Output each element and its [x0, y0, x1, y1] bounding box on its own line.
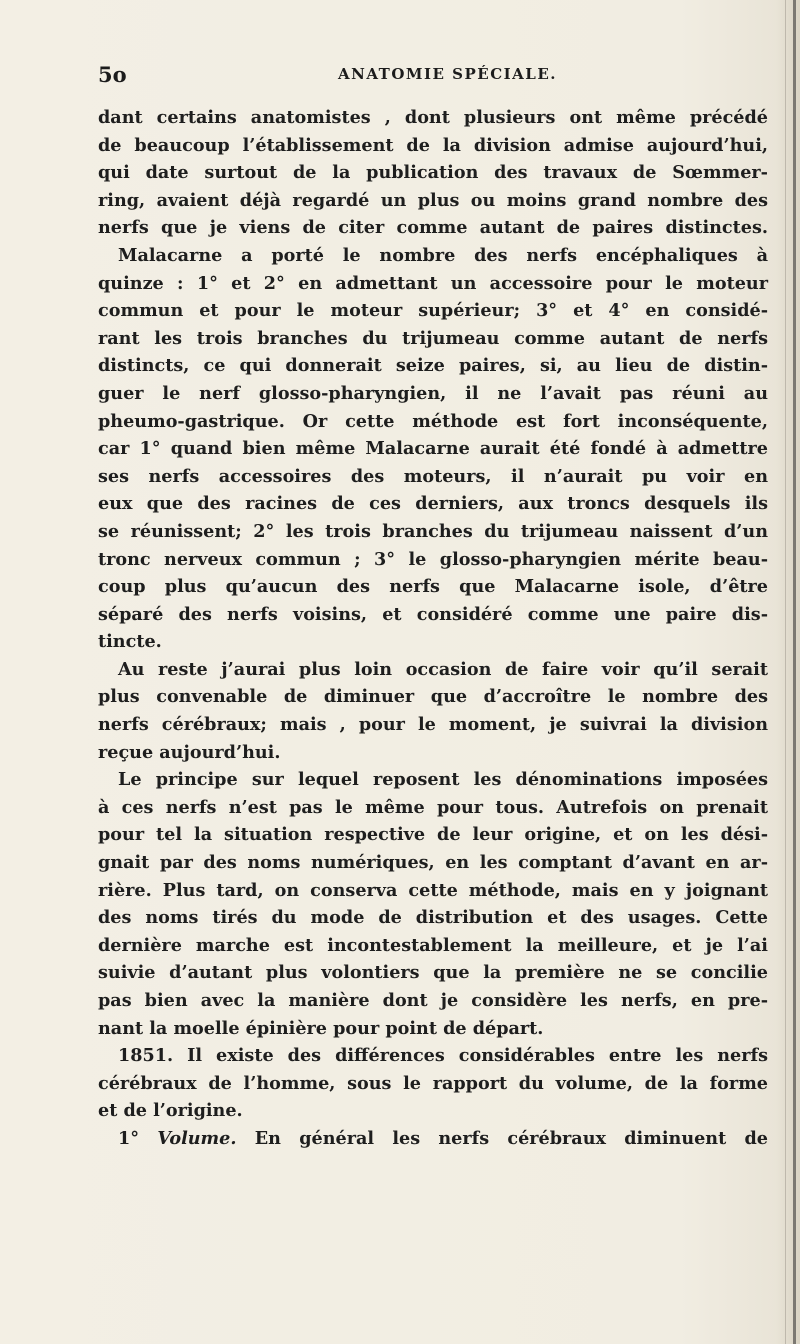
text-line: car 1° quand bien même Malacarne aurait été fondé à admettre: [98, 438, 768, 460]
text-line: cérébraux de l’homme, sous le rapport du volume, de la forme: [98, 1072, 768, 1094]
text-line: et de l’origine.: [98, 1100, 243, 1122]
text-line: quinze : 1° et 2° en admettant un accessoire pour le moteur: [98, 272, 768, 294]
text-line: nant la moelle épinière pour point de départ.: [98, 1017, 544, 1039]
text-line: pheumo-gastrique. Or cette méthode est fort inconséquente,: [98, 410, 768, 432]
text-line: tronc nerveux commun ; 3° le glosso-pharyngien mérite beau-: [98, 548, 768, 570]
text-line: ses nerfs accessoires des moteurs, il n’aurait pu voir en: [98, 465, 768, 487]
text-line: de beaucoup l’établissement de la division admise aujourd’hui,: [98, 134, 768, 156]
text-line: coup plus qu’aucun des nerfs que Malacarne isole, d’être: [98, 576, 768, 598]
page-number: 5o: [98, 62, 127, 87]
text-line: ring, avaient déjà regardé un plus ou moins grand nombre des: [98, 189, 768, 211]
text-line: commun et pour le moteur supérieur; 3° et 4° en considé-: [98, 300, 768, 322]
text-line: séparé des nerfs voisins, et considéré comme une paire dis-: [98, 603, 768, 625]
text-line: qui date surtout de la publication des travaux de Sœmmer-: [98, 162, 768, 184]
text-line: 1851. Il existe des différences considérables entre les nerfs: [118, 1045, 768, 1067]
text-line: suivie d’autant plus volontiers que la première ne se concilie: [98, 962, 768, 984]
text-line: plus convenable de diminuer que d’accroître le nombre des: [98, 686, 768, 708]
page-header: [98, 62, 758, 92]
line-text: En général les nerfs cérébraux diminuent de: [236, 1127, 768, 1149]
page-edge-line: [785, 0, 786, 1344]
text-line: distincts, ce qui donnerait seize paires, si, au lieu de distin-: [98, 355, 768, 377]
text-line: nerfs cérébraux; mais , pour le moment, je suivrai la division: [98, 714, 768, 736]
running-head: ANATOMIE SPÉCIALE.: [338, 65, 558, 83]
section-heading: Volume.: [157, 1127, 237, 1149]
text-line: eux que des racines de ces derniers, aux troncs desquels ils: [98, 493, 768, 515]
text-line: [98, 1125, 768, 1153]
text-line: Au reste j’aurai plus loin occasion de faire voir qu’il serait: [118, 658, 768, 680]
text-line: tincte.: [98, 631, 162, 653]
text-line: Malacarne a porté le nombre des nerfs encéphaliques à: [118, 244, 768, 266]
text-line: dernière marche est incontestablement la meilleure, et je l’ai: [98, 934, 768, 956]
text-line: rant les trois branches du trijumeau comme autant de nerfs: [98, 327, 768, 349]
text-line: gnait par des noms numériques, en les comptant d’avant en ar-: [98, 852, 768, 874]
text-line: reçue aujourd’hui.: [98, 741, 281, 763]
text-line: se réunissent; 2° les trois branches du trijumeau naissent d’un: [98, 520, 768, 542]
text-line: pour tel la situation respective de leur origine, et on les dési-: [98, 824, 768, 846]
text-line: nerfs que je viens de citer comme autant de paires distinctes.: [98, 217, 768, 239]
page-edge-shadow: [793, 0, 796, 1344]
text-line: pas bien avec la manière dont je considère les nerfs, en pre-: [98, 990, 768, 1011]
text-line: rière. Plus tard, on conserva cette méthode, mais en y joignant: [98, 879, 768, 901]
text-line: Le principe sur lequel reposent les dénominations imposées: [118, 769, 768, 791]
text-line: dant certains anatomistes , dont plusieurs ont même précédé: [98, 107, 768, 128]
text-line: des noms tirés du mode de distribution et des usages. Cette: [98, 907, 768, 929]
text-line: guer le nerf glosso-pharyngien, il ne l’avait pas réuni au: [98, 382, 768, 404]
text-line: à ces nerfs n’est pas le même pour tous. Autrefois on prenait: [98, 796, 768, 818]
item-number: 1°: [118, 1127, 158, 1149]
body-text: [98, 104, 768, 1153]
